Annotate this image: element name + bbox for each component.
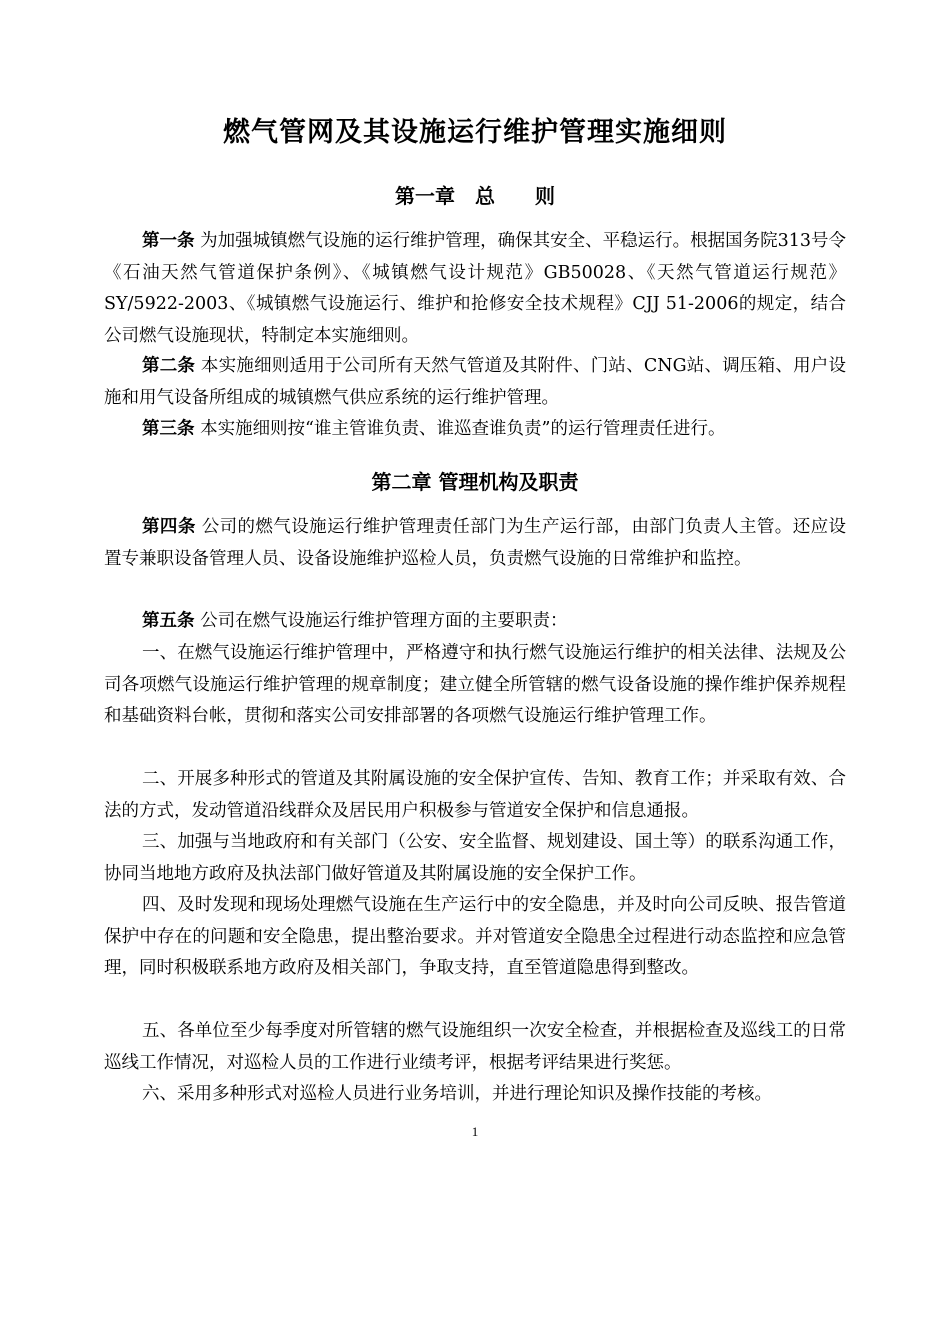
article-5 (104, 606, 846, 638)
chapter-2-heading: 第二章 管理机构及职责 (371, 470, 579, 494)
article-2-text: 本实施细则适用于公司所有天然气管道及其附件、门站、CNG站、调压箱、用户设施和用气设备所组成的城镇燃气供应系统的运行维护管理。 (104, 356, 846, 408)
duty-item-3: 三、加强与当地政府和有关部门（公安、安全监督、规划建设、国土等）的联系沟通工作，协同当地地方政府及执法部门做好管道及其附属设施的安全保护工作。 (104, 832, 846, 884)
article-2 (104, 351, 846, 414)
article-1-label: 第一条 (142, 231, 195, 251)
page-number: 1 (471, 1124, 479, 1139)
duty-item-1: 一、在燃气设施运行维护管理中，严格遵守和执行燃气设施运行维护的相关法律、法规及公司各项燃气设施运行维护管理的规章制度；建立健全所管辖的燃气设备设施的操作维护保养规程和基础资料台帐，贯彻和落实公司安排部署的各项燃气设施运行维护管理工作。 (104, 643, 846, 726)
article-3-text: 本实施细则按“谁主管谁负责、谁巡查谁负责”的运行管理责任进行。 (194, 419, 726, 439)
document-title: 燃气管网及其设施运行维护管理实施细则 (223, 117, 727, 148)
duty-item-5: 五、各单位至少每季度对所管辖的燃气设施组织一次安全检查，并根据检查及巡线工的日常巡线工作情况，对巡检人员的工作进行业绩考评，根据考评结果进行奖惩。 (104, 1021, 846, 1073)
article-4-label: 第四条 (142, 517, 196, 537)
article-5-text: 公司在燃气设施运行维护管理方面的主要职责： (194, 611, 568, 631)
duty-item-2: 二、开展多种形式的管道及其附属设施的安全保护宣传、告知、教育工作；并采取有效、合法的方式，发动管道沿线群众及居民用户积极参与管道安全保护和信息通报。 (104, 769, 846, 821)
article-1 (104, 226, 846, 352)
article-3 (104, 414, 846, 446)
article-5-label: 第五条 (142, 611, 195, 631)
article-1-text: 为加强城镇燃气设施的运行维护管理，确保其安全、平稳运行。根据国务院313号令《石油天然气管道保护条例》、《城镇燃气设计规范》GB50028、《天然气管道运行规范》SY/5922-2003、《城镇燃气设施运行、维护和抢修安全技术规程》CJJ 51-2006的规定，结合公司燃气设施现状，特制定本实施细则。 (104, 231, 847, 346)
chapter-1-heading: 第一章 总 则 (395, 184, 555, 208)
duty-item-4: 四、及时发现和现场处理燃气设施在生产运行中的安全隐患，并及时向公司反映、报告管道保护中存在的问题和安全隐患，提出整治要求。并对管道安全隐患全过程进行动态监控和应急管理，同时积极联系地方政府及相关部门，争取支持，直至管道隐患得到整改。 (104, 895, 846, 978)
duty-item-6: 六、采用多种形式对巡检人员进行业务培训，并进行理论知识及操作技能的考核。 (142, 1084, 772, 1104)
article-4-text: 公司的燃气设施运行维护管理责任部门为生产运行部，由部门负责人主管。还应设置专兼职设备管理人员、设备设施维护巡检人员，负责燃气设施的日常维护和监控。 (104, 517, 847, 569)
article-3-label: 第三条 (142, 419, 195, 439)
article-2-label: 第二条 (142, 356, 196, 376)
article-4 (104, 512, 846, 575)
